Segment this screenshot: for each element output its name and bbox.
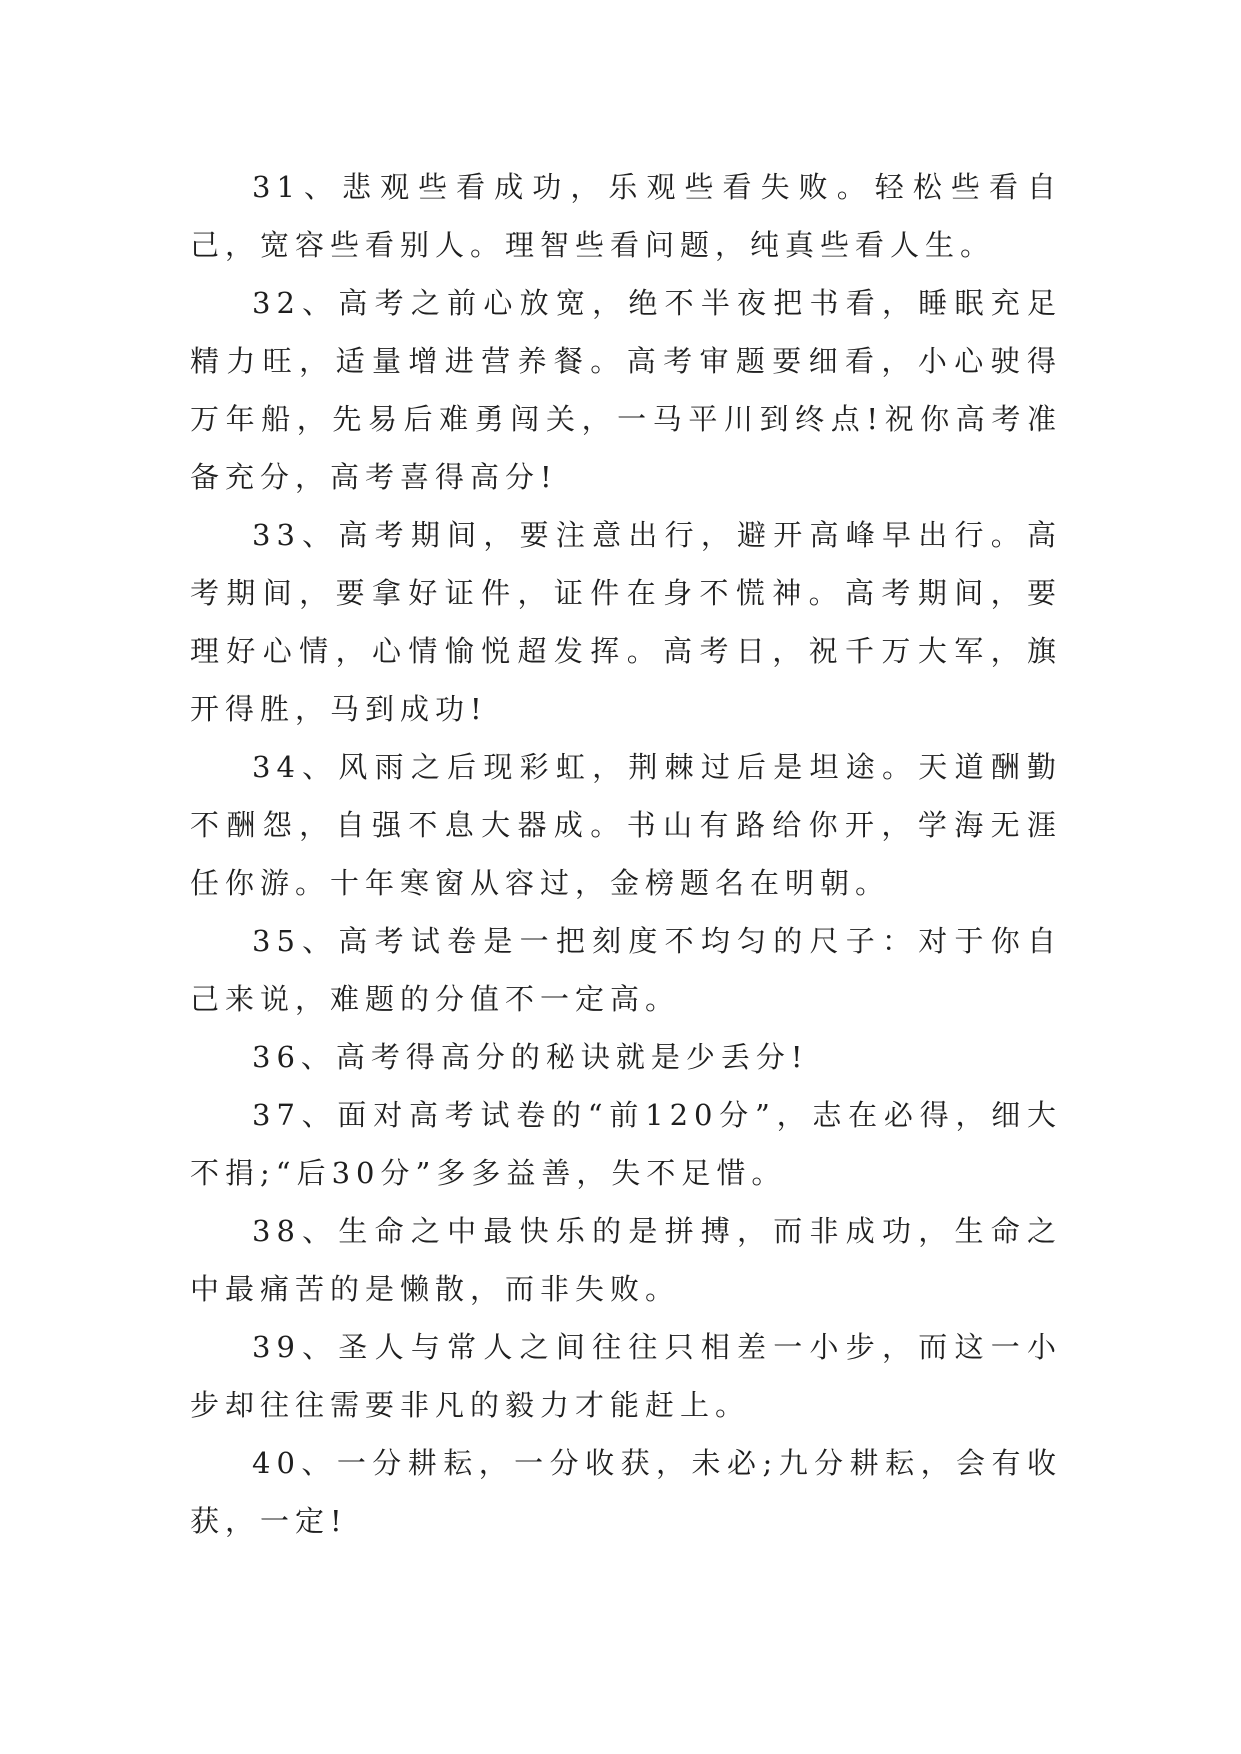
paragraph-39: 39、圣人与常人之间往往只相差一小步，而这一小步却往往需要非凡的毅力才能赶上。 (190, 1330, 1062, 1422)
paragraph-32: 32、高考之前心放宽，绝不半夜把书看，睡眠充足精力旺，适量增进营养餐。高考审题要细看，小心驶得万年船，先易后难勇闯关，一马平川到终点!祝你高考准备充分，高考喜得高分! (190, 286, 1062, 494)
paragraph-38: 38、生命之中最快乐的是拼搏，而非成功，生命之中最痛苦的是懒散，而非失败。 (190, 1214, 1062, 1306)
paragraph-35: 35、高考试卷是一把刻度不均匀的尺子：对于你自己来说，难题的分值不一定高。 (190, 924, 1062, 1016)
paragraph-33: 33、高考期间，要注意出行，避开高峰早出行。高考期间，要拿好证件，证件在身不慌神。高考期间，要理好心情，心情愉悦超发挥。高考日，祝千万大军，旗开得胜，马到成功! (190, 518, 1062, 726)
paragraph-31: 31、悲观些看成功，乐观些看失败。轻松些看自己，宽容些看别人。理智些看问题，纯真些看人生。 (190, 170, 1062, 262)
paragraph-36: 36、高考得高分的秘诀就是少丢分! (252, 1040, 809, 1074)
document-body (190, 158, 1062, 1550)
paragraph-34: 34、风雨之后现彩虹，荆棘过后是坦途。天道酬勤不酬怨，自强不息大器成。书山有路给你开，学海无涯任你游。十年寒窗从容过，金榜题名在明朝。 (190, 750, 1062, 900)
paragraph-37: 37、面对高考试卷的“前120分”，志在必得，细大不捐;“后30分”多多益善，失不足惜。 (190, 1098, 1062, 1190)
paragraph-40: 40、一分耕耘，一分收获，未必;九分耕耘，会有收获，一定! (190, 1446, 1062, 1538)
